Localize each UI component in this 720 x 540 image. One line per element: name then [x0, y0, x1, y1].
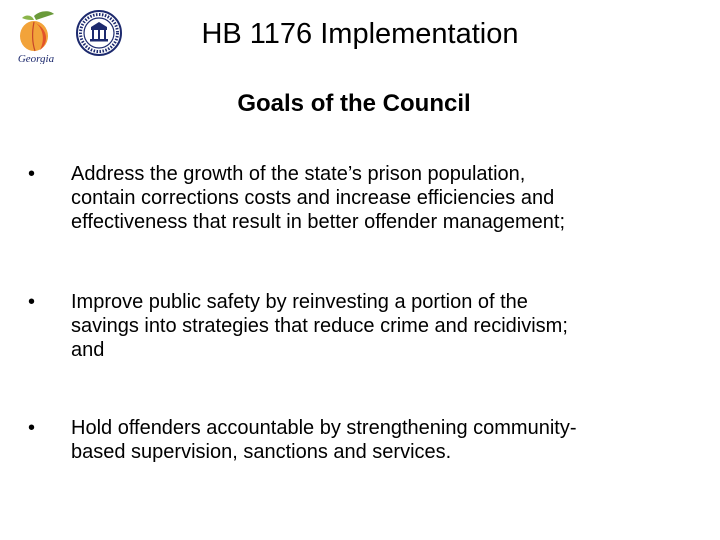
bullet-marker: •: [28, 163, 36, 185]
bullet-text: Address the growth of the state’s prison population, contain corrections costs and increase efficiencies and effectiveness that result in better offender management;: [71, 163, 566, 233]
page-subtitle: Goals of the Council: [237, 90, 471, 117]
list-item: [28, 290, 668, 362]
state-seal-logo: [76, 10, 122, 56]
bullet-text: Hold offenders accountable by strengthening community- based supervision, sanctions and services.: [71, 417, 577, 463]
bullet-marker: •: [28, 417, 36, 439]
georgia-peach-logo: [4, 8, 70, 64]
page-title: HB 1176 Implementation: [201, 18, 519, 50]
list-item: [28, 416, 668, 464]
bullet-text: Improve public safety by reinvesting a portion of the savings into strategies that reduce crime and recidivism; and: [71, 291, 568, 361]
bullet-marker: •: [28, 291, 36, 313]
georgia-logo-text: Georgia: [17, 53, 55, 64]
list-item: [28, 162, 668, 234]
